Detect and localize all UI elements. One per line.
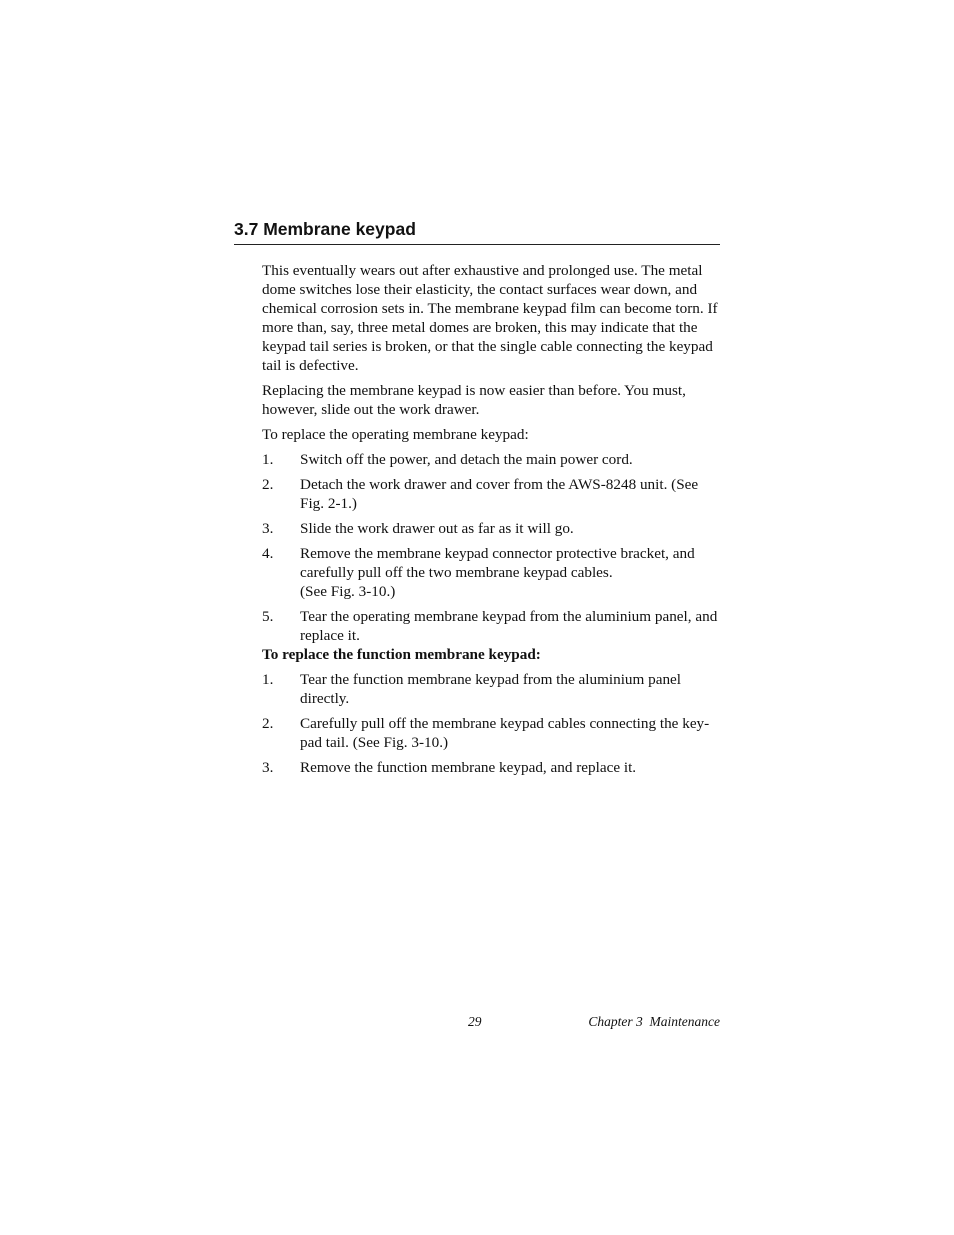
step-text: Carefully pull off the membrane keypad cables connecting the key-pad tail. (See Fig. 3-10.)	[300, 715, 710, 751]
step-number: 2.	[262, 476, 274, 493]
list-item	[262, 475, 722, 513]
step-number: 3.	[262, 520, 274, 537]
list-item	[262, 758, 722, 777]
figure-reference: (See Fig. 3-10.)	[300, 583, 396, 600]
intro-paragraph: This eventually wears out after exhaustive and prolonged use. The metal dome switches lose their elasticity, the contact surfaces wear down, and chemical corrosion sets in. The membrane keypad film can become torn. If more than, say, three metal domes are broken, this may indicate that the keypad tail series is broken, or that the single cable connecting the keypad tail is defective.	[262, 262, 718, 374]
section-heading: 3.7 Membrane keypad	[234, 217, 720, 245]
step-text: Remove the function membrane keypad, and replace it.	[300, 759, 637, 776]
operating-procedure-intro: To replace the operating membrane keypad:	[262, 426, 529, 443]
list-item	[262, 519, 722, 538]
replacement-note-paragraph: Replacing the membrane keypad is now easier than before. You must, however, slide out the work drawer.	[262, 382, 686, 418]
step-number: 1.	[262, 451, 274, 468]
step-text-wrapper	[300, 544, 722, 601]
step-number: 2.	[262, 715, 274, 732]
step-number: 4.	[262, 545, 274, 562]
step-number: 5.	[262, 608, 274, 625]
step-text: Detach the work drawer and cover from the AWS-8248 unit. (See Fig. 2-1.)	[300, 476, 699, 512]
function-keypad-subheading: To replace the function membrane keypad:	[262, 646, 541, 663]
function-steps-list	[262, 670, 722, 777]
step-text: Switch off the power, and detach the main power cord.	[300, 451, 633, 468]
list-item	[262, 544, 722, 601]
step-text: Remove the membrane keypad connector protective bracket, and carefully pull off the two membrane keypad cables.	[300, 545, 695, 581]
list-item	[262, 670, 722, 708]
step-number: 1.	[262, 671, 274, 688]
step-text: Tear the function membrane keypad from the aluminium panel directly.	[300, 671, 682, 707]
chapter-footer: Chapter 3 Maintenance	[588, 1014, 720, 1029]
list-item	[262, 450, 722, 469]
page-number: 29	[468, 1014, 482, 1029]
list-item	[262, 714, 722, 752]
step-number: 3.	[262, 759, 274, 776]
step-text: Tear the operating membrane keypad from the aluminium panel, and replace it.	[300, 608, 718, 644]
list-item	[262, 607, 722, 645]
operating-steps-list	[262, 450, 722, 645]
body-text	[262, 261, 722, 783]
step-text: Slide the work drawer out as far as it will go.	[300, 520, 574, 537]
